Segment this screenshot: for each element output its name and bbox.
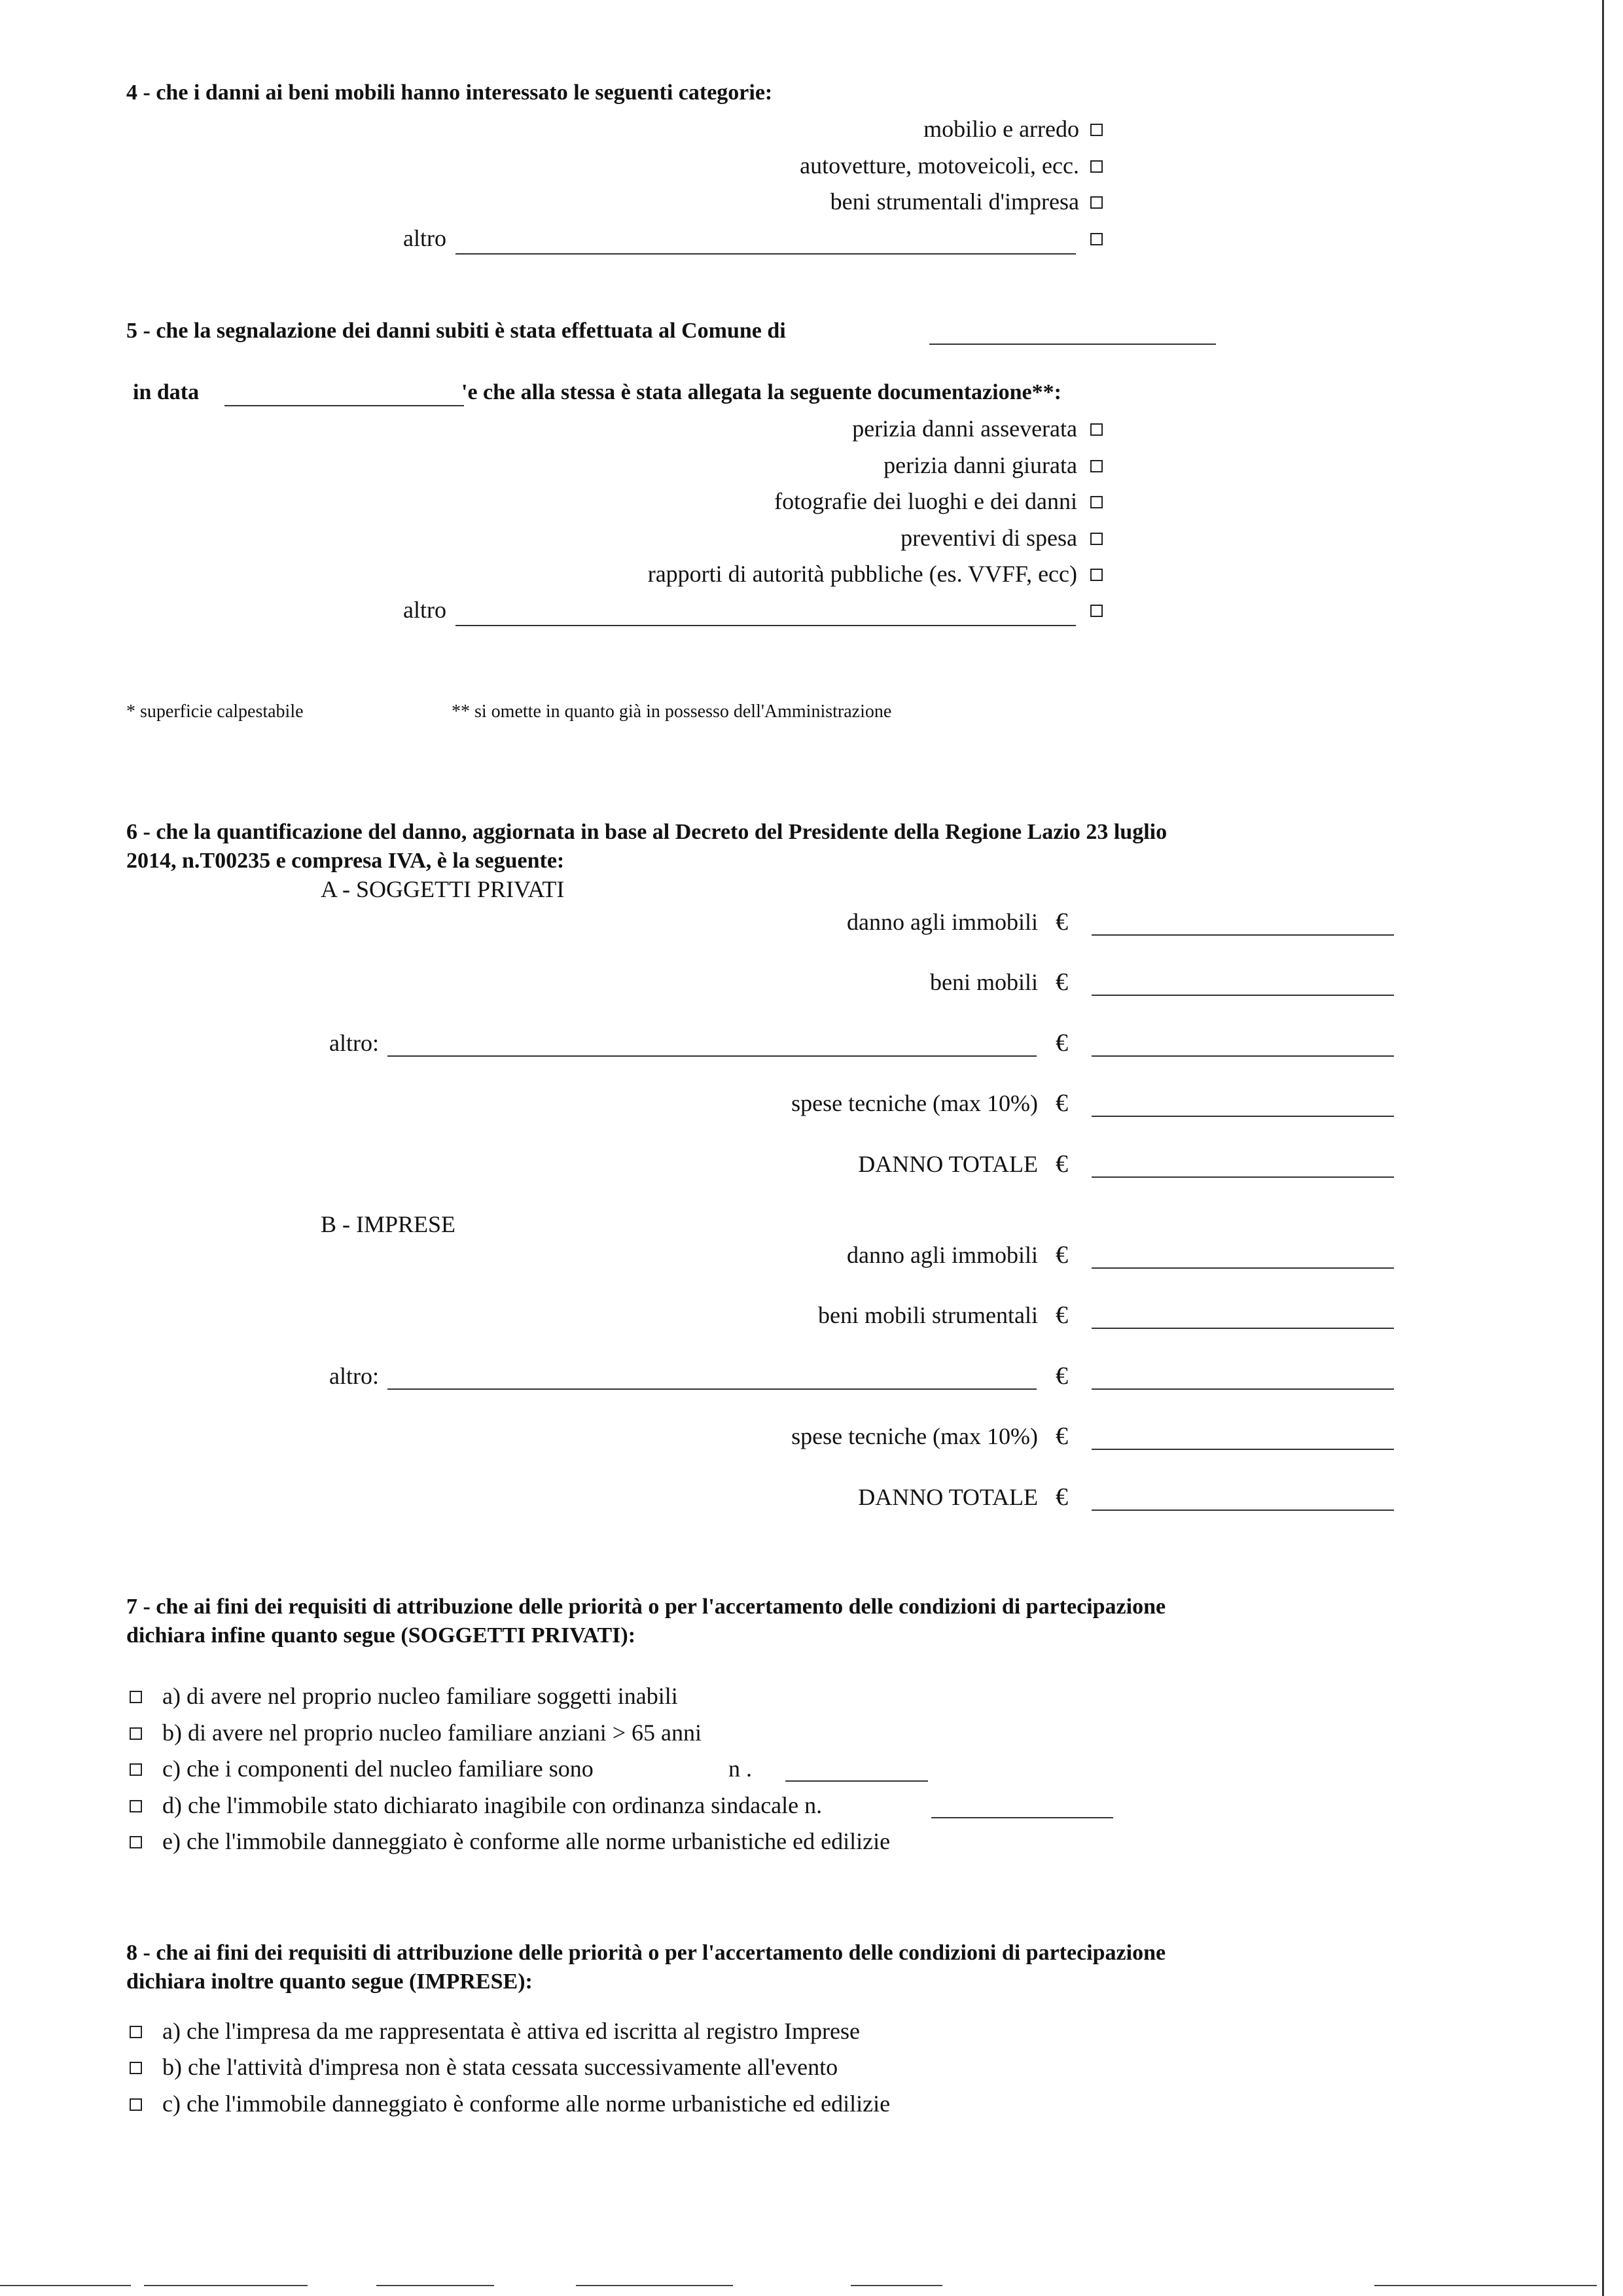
- item-perizia-giurata: perizia danni giurata: [883, 452, 1077, 478]
- item-beni-strumentali: beni strumentali d'impresa: [830, 188, 1079, 215]
- group-b-altro-desc-field[interactable]: [387, 1388, 1037, 1390]
- scan-artifact: [576, 2285, 733, 2286]
- section-8-heading-line2: dichiara inoltre quanto segue (IMPRESE):: [126, 1969, 533, 1994]
- altro-field-5[interactable]: [455, 625, 1076, 626]
- checkbox-perizia-giurata[interactable]: [1090, 460, 1103, 472]
- group-b-title: B - IMPRESE: [321, 1211, 456, 1237]
- checkbox-7c[interactable]: [130, 1763, 142, 1776]
- checkbox-8b[interactable]: [130, 2062, 142, 2074]
- euro-symbol: €: [1056, 968, 1068, 996]
- checkbox-fotografie[interactable]: [1090, 496, 1103, 508]
- item-fotografie: fotografie dei luoghi e dei danni: [774, 488, 1077, 514]
- item-rapporti: rapporti di autorità pubbliche (es. VVFF, ecc): [647, 561, 1077, 587]
- checkbox-8c[interactable]: [130, 2098, 142, 2111]
- item-perizia-asseverata: perizia danni asseverata: [852, 415, 1077, 442]
- item-7b: b) di avere nel proprio nucleo familiare anziani > 65 anni: [162, 1720, 702, 1746]
- item-8b: b) che l'attività d'impresa non è stata cessata successivamente all'evento: [162, 2054, 838, 2080]
- item-7e: e) che l'immobile danneggiato è conforme alle norme urbanistiche ed edilizie: [162, 1828, 891, 1854]
- group-a-immobili-field[interactable]: [1092, 934, 1394, 936]
- euro-symbol: €: [1056, 908, 1068, 936]
- checkbox-7e[interactable]: [130, 1836, 142, 1848]
- checkbox-7b[interactable]: [130, 1727, 142, 1740]
- checkbox-autovetture[interactable]: [1090, 160, 1103, 173]
- scan-artifact: [144, 2285, 308, 2286]
- scan-artifact: [851, 2285, 942, 2286]
- section-6-heading-line2: 2014, n.T00235 e compresa IVA, è la seguente:: [126, 849, 565, 873]
- group-a-total-label: DANNO TOTALE: [858, 1151, 1038, 1177]
- item-7d: d) che l'immobile stato dichiarato inagibile con ordinanza sindacale n.: [162, 1792, 823, 1818]
- scan-edge-line: [1602, 0, 1604, 2296]
- group-b-tech-label: spese tecniche (max 10%): [791, 1423, 1038, 1449]
- data-field[interactable]: [224, 405, 464, 406]
- count-label: n .: [728, 1756, 752, 1782]
- euro-symbol: €: [1056, 1241, 1068, 1269]
- group-b-mobili-field[interactable]: [1092, 1328, 1394, 1329]
- euro-symbol: €: [1056, 1483, 1068, 1511]
- item-8c: c) che l'immobile danneggiato è conforme alle norme urbanistiche ed edilizie: [162, 2091, 891, 2117]
- group-b-immobili-field[interactable]: [1092, 1267, 1394, 1269]
- euro-symbol: €: [1056, 1301, 1068, 1329]
- group-b-altro-label: altro:: [329, 1363, 379, 1389]
- group-a-altro-desc-field[interactable]: [387, 1055, 1037, 1057]
- altro-label-5: altro: [403, 597, 446, 623]
- group-b-tech-field[interactable]: [1092, 1449, 1394, 1450]
- item-8a: a) che l'impresa da me rappresentata è attiva ed iscritta al registro Imprese: [162, 2018, 860, 2044]
- item-autovetture: autovetture, motoveicoli, ecc.: [800, 152, 1079, 179]
- group-a-total-field[interactable]: [1092, 1176, 1394, 1178]
- group-a-mobili-label: beni mobili: [930, 969, 1038, 995]
- group-b-total-field[interactable]: [1092, 1510, 1394, 1511]
- checkbox-mobilio[interactable]: [1090, 124, 1103, 136]
- section-6-heading-line1: 6 - che la quantificazione del danno, aggiornata in base al Decreto del Presidente della Regione Lazio 23 luglio: [126, 820, 1168, 844]
- section-7-heading-line1: 7 - che ai fini dei requisiti di attribuzione delle priorità o per l'accertamento delle condizioni di partecipazione: [126, 1595, 1166, 1619]
- group-a-tech-label: spese tecniche (max 10%): [791, 1090, 1038, 1116]
- section-4-heading: 4 - che i danni ai beni mobili hanno interessato le seguenti categorie:: [126, 80, 773, 105]
- group-a-altro-label: altro:: [329, 1030, 379, 1056]
- group-b-immobili-label: danno agli immobili: [847, 1242, 1038, 1268]
- altro-label-4: altro: [403, 225, 446, 251]
- section-8-heading-line1: 8 - che ai fini dei requisiti di attribuzione delle priorità o per l'accertamento delle condizioni di partecipazione: [126, 1941, 1166, 1965]
- euro-symbol: €: [1056, 1029, 1068, 1057]
- checkbox-beni-strumentali[interactable]: [1090, 196, 1103, 209]
- group-a-title: A - SOGGETTI PRIVATI: [321, 876, 565, 902]
- euro-symbol: €: [1056, 1150, 1068, 1178]
- item-preventivi: preventivi di spesa: [901, 525, 1077, 551]
- group-a-altro-field[interactable]: [1092, 1055, 1394, 1057]
- item-7a: a) di avere nel proprio nucleo familiare soggetti inabili: [162, 1683, 678, 1709]
- footnote-single: * superficie calpestabile: [126, 701, 304, 722]
- checkbox-preventivi[interactable]: [1090, 533, 1103, 545]
- euro-symbol: €: [1056, 1362, 1068, 1390]
- checkbox-7d[interactable]: [130, 1800, 142, 1812]
- group-a-tech-field[interactable]: [1092, 1116, 1394, 1117]
- group-b-total-label: DANNO TOTALE: [858, 1484, 1038, 1510]
- scan-artifact: [1374, 2285, 1597, 2286]
- checkbox-altro-4[interactable]: [1090, 233, 1103, 245]
- group-a-mobili-field[interactable]: [1092, 995, 1394, 996]
- group-b-altro-field[interactable]: [1092, 1388, 1394, 1390]
- footnote-double: ** si omette in quanto già in possesso dell'Amministrazione: [452, 701, 892, 722]
- euro-symbol: €: [1056, 1422, 1068, 1450]
- section-5-heading: 5 - che la segnalazione dei danni subiti è stata effettuata al Comune di: [126, 319, 786, 343]
- scan-artifact: [0, 2285, 131, 2286]
- checkbox-perizia-asseverata[interactable]: [1090, 423, 1103, 436]
- item-mobilio: mobilio e arredo: [923, 116, 1079, 142]
- euro-symbol: €: [1056, 1089, 1068, 1117]
- altro-field-4[interactable]: [455, 253, 1076, 255]
- section-7-heading-line2: dichiara infine quanto segue (SOGGETTI PRIVATI):: [126, 1623, 636, 1648]
- section-5-continuation: 'e che alla stessa è stata allegata la seguente documentazione**:: [461, 380, 1061, 404]
- scan-artifact: [376, 2285, 494, 2286]
- group-b-mobili-label: beni mobili strumentali: [818, 1302, 1038, 1328]
- checkbox-rapporti[interactable]: [1090, 569, 1103, 581]
- comune-field[interactable]: [929, 344, 1216, 345]
- checkbox-8a[interactable]: [130, 2026, 142, 2038]
- checkbox-altro-5[interactable]: [1090, 605, 1103, 617]
- checkbox-7a[interactable]: [130, 1691, 142, 1703]
- in-data-label: in data: [133, 380, 200, 404]
- group-a-immobili-label: danno agli immobili: [847, 909, 1038, 935]
- ordinanza-field[interactable]: [931, 1817, 1113, 1818]
- item-7c: c) che i componenti del nucleo familiare sono: [162, 1756, 594, 1782]
- nucleo-count-field[interactable]: [785, 1780, 928, 1782]
